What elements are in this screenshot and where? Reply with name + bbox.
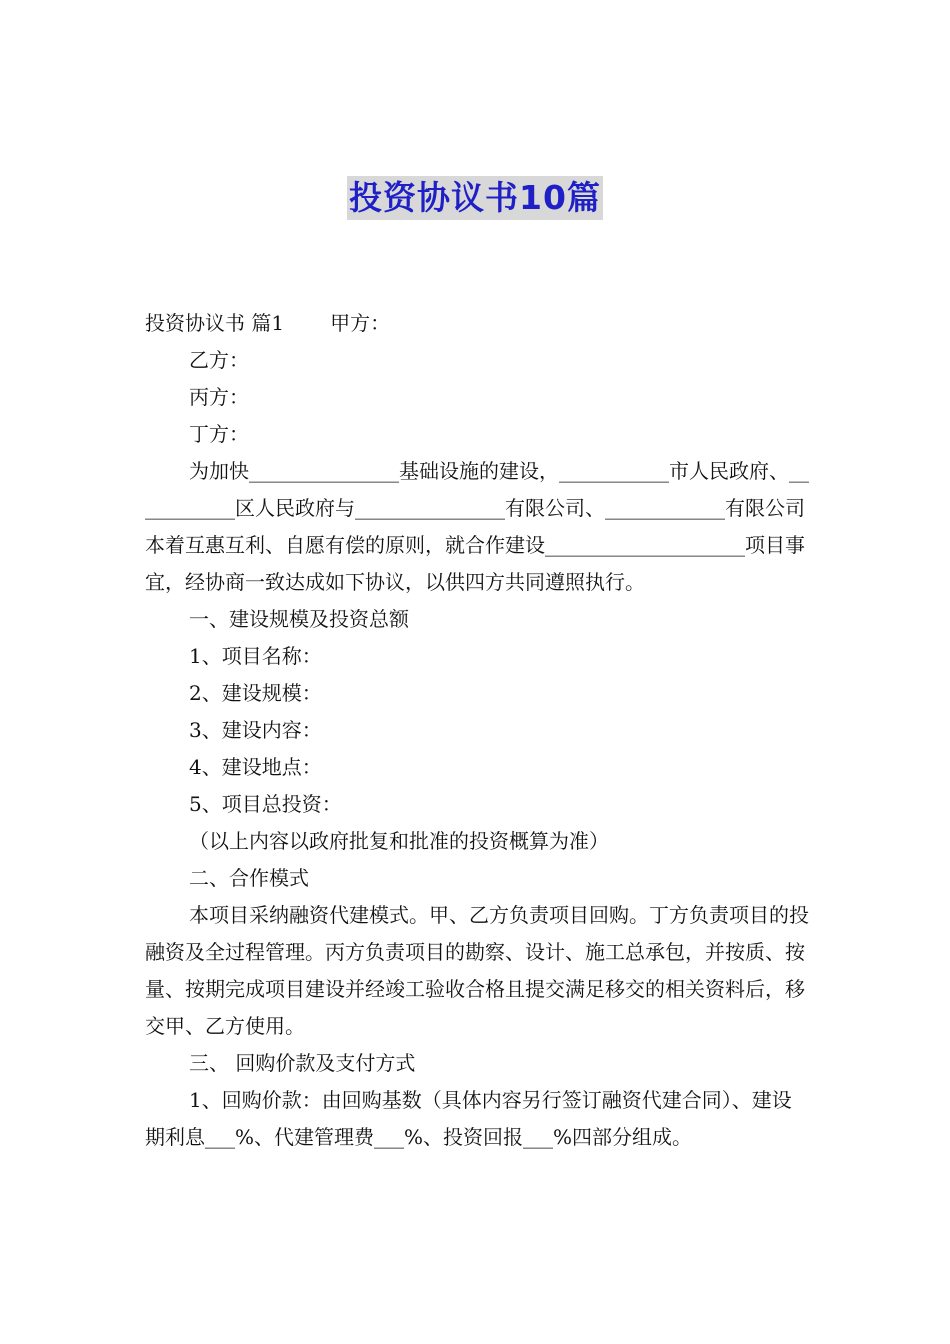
party-d-label: 丁方： (189, 422, 249, 446)
document-title: 投资协议书10篇 (347, 176, 603, 220)
party-b-label: 乙方： (189, 348, 249, 372)
section-3-item-1: 1、回购价款：由回购基数（具体内容另行签订融资代建合同）、建设期利息___%、代建管理费___%、投资回报___%四部分组成。 (145, 1088, 792, 1149)
section-1-item: 1、项目名称： (189, 644, 322, 668)
preamble-paragraph: 为加快_______________基础设施的建设，___________市人民政府、___________区人民政府与_______________有限公司、____________有限公司本着互惠互利、自愿有偿的原则，就合作建设____________________项目事宜，经协商一致达成如下协议，以供四方共同遵照执行。 (145, 459, 809, 594)
section-1-note: （以上内容以政府批复和批准的投资概算为准） (189, 829, 609, 853)
section-header-line (145, 305, 810, 342)
party-c-label: 丙方： (189, 385, 249, 409)
section-label: 投资协议书 篇1 (145, 311, 285, 335)
section-1-item: 2、建设规模： (189, 681, 322, 705)
document-body (145, 305, 810, 1156)
section-2-heading: 二、合作模式 (189, 866, 309, 890)
party-a-label: 甲方： (330, 311, 391, 335)
section-1-item: 3、建设内容： (189, 718, 322, 742)
section-1-item: 4、建设地点： (189, 755, 322, 779)
title-container (0, 176, 950, 220)
section-1-item: 5、项目总投资： (189, 792, 342, 816)
section-3-heading: 三、 回购价款及支付方式 (189, 1051, 416, 1075)
section-2-paragraph: 本项目采纳融资代建模式。甲、乙方负责项目回购。丁方负责项目的投融资及全过程管理。丙方负责项目的勘察、设计、施工总承包，并按质、按量、按期完成项目建设并经竣工验收合格且提交满足移交的相关资料后，移交甲、乙方使用。 (145, 903, 809, 1038)
section-1-heading: 一、建设规模及投资总额 (189, 607, 409, 631)
